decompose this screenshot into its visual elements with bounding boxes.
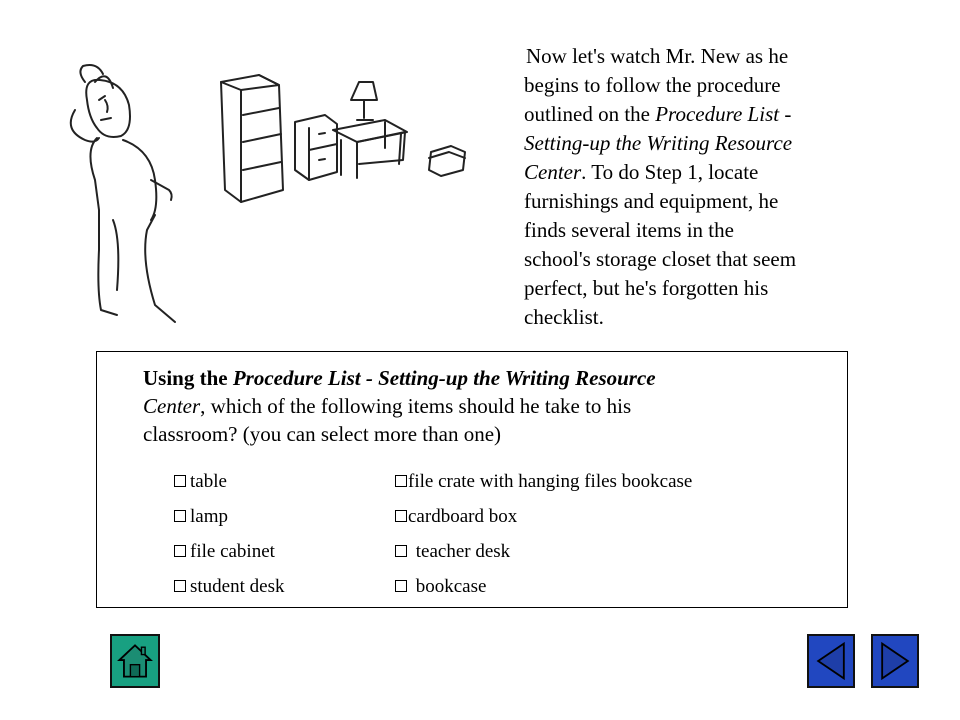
intro-line: Now let's watch Mr. New as he <box>526 44 789 68</box>
option-student-desk[interactable] <box>174 569 395 604</box>
procedure-list-title: Procedure List - <box>655 102 792 126</box>
option-file-crate-bookcase[interactable] <box>395 464 692 499</box>
option-teacher-desk[interactable] <box>395 534 510 569</box>
question-line: classroom? (you can select more than one) <box>143 422 502 446</box>
procedure-list-title-cont: Setting-up the Writing Resource <box>524 131 793 155</box>
option-cardboard-box[interactable] <box>395 499 517 534</box>
intro-line: finds several items in the <box>524 218 734 242</box>
option-lamp[interactable] <box>174 499 395 534</box>
question-text-part: Using the <box>143 366 233 390</box>
checkbox-icon[interactable] <box>395 580 407 592</box>
question-line <box>143 364 823 392</box>
question-panel <box>96 351 848 608</box>
sketch-drawing <box>55 60 475 335</box>
option-label: bookcase <box>411 576 487 597</box>
option-file-cabinet[interactable] <box>174 534 395 569</box>
intro-line <box>510 158 890 187</box>
option-label: student desk <box>190 576 285 597</box>
option-label: lamp <box>190 506 228 527</box>
procedure-list-title-end: Center <box>524 160 582 184</box>
intro-line: begins to follow the procedure <box>524 73 781 97</box>
checkbox-icon[interactable] <box>174 580 186 592</box>
lamp-table-sketch <box>333 82 407 178</box>
option-label: cardboard box <box>408 506 518 527</box>
option-row <box>174 569 692 604</box>
triangle-left-icon <box>809 636 853 686</box>
intro-line <box>510 129 890 158</box>
question-line <box>143 392 823 420</box>
file-cabinet-sketch <box>295 115 337 180</box>
option-label: file crate with hanging files bookcase <box>408 471 693 492</box>
checkbox-icon[interactable] <box>174 475 186 487</box>
options-list <box>174 464 692 604</box>
triangle-right-icon <box>873 636 917 686</box>
back-button[interactable] <box>807 634 855 688</box>
checkbox-icon[interactable] <box>174 545 186 557</box>
procedure-list-title-end: Center <box>143 394 201 418</box>
forward-button[interactable] <box>871 634 919 688</box>
option-table[interactable] <box>174 464 395 499</box>
intro-line-text: outlined on the <box>524 102 656 126</box>
home-button[interactable] <box>110 634 160 688</box>
checkbox-icon[interactable] <box>395 510 407 522</box>
box-sketch <box>429 146 465 176</box>
option-label: table <box>190 471 227 492</box>
bookcase-sketch <box>221 75 283 202</box>
option-label: file cabinet <box>190 541 275 562</box>
illustration-mr-new-with-furniture <box>55 60 475 335</box>
intro-line: furnishings and equipment, he <box>524 189 779 213</box>
procedure-list-title: Procedure List - Setting-up the Writing Resource <box>232 366 656 390</box>
intro-paragraph <box>510 42 890 332</box>
intro-line: school's storage closet that seem <box>524 247 797 271</box>
intro-line: checklist. <box>524 305 604 329</box>
question-text <box>143 364 823 448</box>
option-row <box>174 464 692 499</box>
checkbox-icon[interactable] <box>395 475 407 487</box>
intro-line-text: . To do Step 1, locate <box>581 160 759 184</box>
option-row <box>174 499 692 534</box>
question-text-part: , which of the following items should he take to his <box>200 394 632 418</box>
checkbox-icon[interactable] <box>395 545 407 557</box>
intro-line <box>510 100 890 129</box>
checkbox-icon[interactable] <box>174 510 186 522</box>
intro-line: perfect, but he's forgotten his <box>524 276 769 300</box>
home-icon <box>112 636 158 686</box>
option-row <box>174 534 692 569</box>
option-bookcase[interactable] <box>395 569 486 604</box>
man-figure <box>71 65 175 322</box>
option-label: teacher desk <box>411 541 511 562</box>
